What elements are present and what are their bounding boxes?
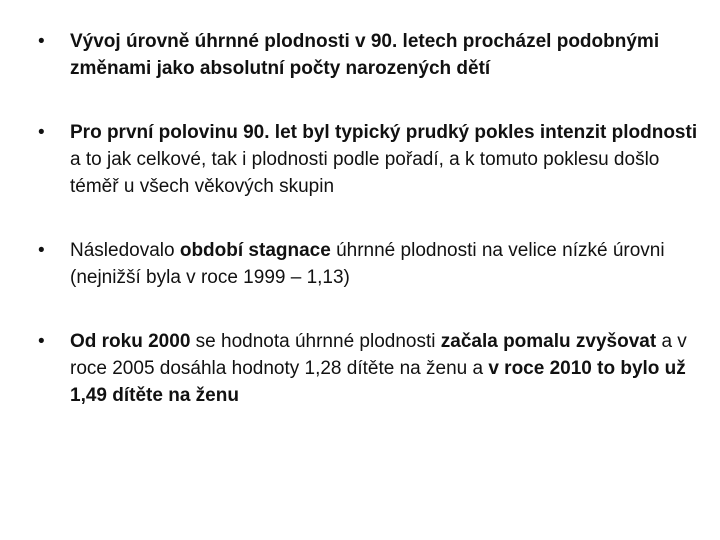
bullet-dot-icon: • — [38, 331, 45, 352]
bullet-text-bold: Pro první polovinu 90. let byl typický prudký pokles intenzit plodnosti — [70, 122, 698, 143]
bullet-dot-icon: • — [38, 31, 45, 52]
bullet-text-bold: období stagnace — [179, 240, 331, 261]
bullet-text-bold: začala pomalu zvyšovat — [440, 331, 657, 352]
bullet-item — [38, 328, 698, 409]
bullet-list — [38, 28, 698, 409]
bullet-text: a to jak celkové, tak i plodnosti podle pořadí, a k tomuto poklesu došlo téměř u všech věkových skupin — [70, 149, 660, 197]
bullet-text: se hodnota úhrnné plodnosti — [190, 331, 441, 352]
bullet-text: úhrnné plodnosti na velice nízké úrovni (nejnižší byla v roce 1999 – 1,13) — [70, 240, 665, 288]
bullet-text: a v roce 2005 dosáhla hodnoty 1,28 dítěte na ženu a — [70, 331, 687, 379]
bullet-dot-icon: • — [38, 240, 45, 261]
bullet-item — [38, 28, 698, 82]
bullet-text: Následovalo — [70, 240, 180, 261]
bullet-text-bold: v roce 2010 to bylo už 1,49 dítěte na ženu — [70, 358, 686, 406]
bullet-dot-icon: • — [38, 122, 45, 143]
bullet-text-bold: Od roku 2000 — [70, 331, 191, 352]
bullet-item — [38, 119, 698, 200]
bullet-text-bold: Vývoj úrovně úhrnné plodnosti v 90. letech procházel podobnými změnami jako absolutní počty narozených dětí — [70, 31, 660, 79]
bullet-item — [38, 237, 698, 291]
